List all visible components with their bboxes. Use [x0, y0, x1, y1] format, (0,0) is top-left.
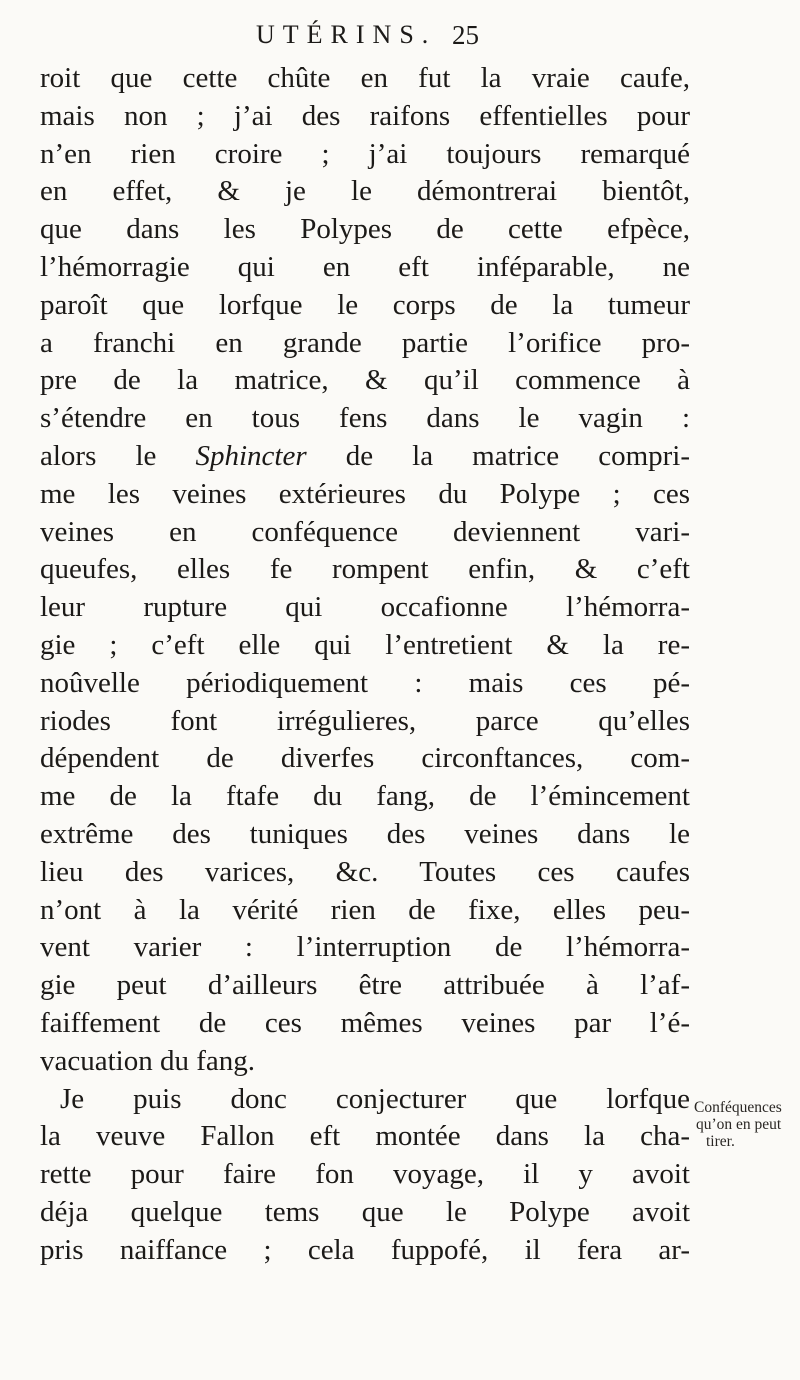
text-line: s’étendre en tous fens dans le vagin : [40, 402, 690, 435]
page-number: 25 [452, 20, 479, 50]
text-line: en effet, & je le démontrerai bientôt, [40, 175, 690, 208]
text-line: gie peut d’ailleurs être attribuée à l’af- [40, 969, 690, 1002]
text-line: la veuve Fallon eft montée dans la cha- [40, 1120, 690, 1153]
text-line: que dans les Polypes de cette efpèce, [40, 213, 690, 246]
text-line: extrême des tuniques des veines dans le [40, 817, 690, 850]
margin-note-line: Conféquences [694, 1099, 782, 1116]
text-line: me les veines extérieures du Polype ; ces [40, 477, 690, 510]
text-line: déja quelque tems que le Polype avoit [40, 1195, 690, 1228]
text-line: paroît que lorfque le corps de la tumeur [40, 288, 690, 321]
text-line: mais non ; j’ai des raifons effentielles pour [40, 99, 690, 132]
text-line: n’ont à la vérité rien de fixe, elles peu- [40, 893, 690, 926]
text-line: queufes, elles fe rompent enfin, & c’eft [40, 553, 690, 586]
text-line: vent varier : l’interruption de l’hémorra- [40, 931, 690, 964]
body-text [40, 60, 690, 1270]
text-line: l’hémorragie qui en eft inféparable, ne [40, 250, 690, 283]
margin-note-line: qu’on en peut [696, 1116, 782, 1133]
text-line: pre de la matrice, & qu’il commence à [40, 364, 690, 397]
text-line: alors le Sphincter de la matrice compri- [40, 439, 690, 472]
text-line: noûvelle périodiquement : mais ces pé- [40, 666, 690, 699]
running-head: UTÉRINS. [256, 20, 437, 49]
text-line: a franchi en grande partie l’orifice pro- [40, 326, 690, 359]
margin-note [694, 1099, 800, 1150]
text-line: lieu des varices, &c. Toutes ces caufes [40, 855, 690, 888]
text-line: me de la ftafe du fang, de l’émincement [40, 780, 690, 813]
text-line: rette pour faire fon voyage, il y avoit [40, 1158, 690, 1191]
italic-term: Sphincter [195, 439, 307, 472]
text-line: gie ; c’eft elle qui l’entretient & la re- [40, 628, 690, 661]
text-line: riodes font irrégulieres, parce qu’elles [40, 704, 690, 737]
text-line: roit que cette chûte en fut la vraie caufe, [40, 62, 690, 94]
text-line: leur rupture qui occafionne l’hémorra- [40, 591, 690, 624]
text-line: vacuation du fang. [40, 1044, 256, 1077]
text-line: pris naiffance ; cela fuppofé, il fera ar- [40, 1233, 690, 1266]
text-line: dépendent de diverfes circonftances, com- [40, 742, 690, 775]
text-line: Je puis donc conjecturer que lorfque [60, 1082, 690, 1115]
text-line: n’en rien croire ; j’ai toujours remarqué [40, 137, 690, 170]
text-line: veines en conféquence deviennent vari- [40, 515, 690, 548]
margin-note-line: tirer. [706, 1133, 735, 1150]
page-header [256, 16, 556, 60]
text-line: faiffement de ces mêmes veines par l’é- [40, 1006, 690, 1039]
